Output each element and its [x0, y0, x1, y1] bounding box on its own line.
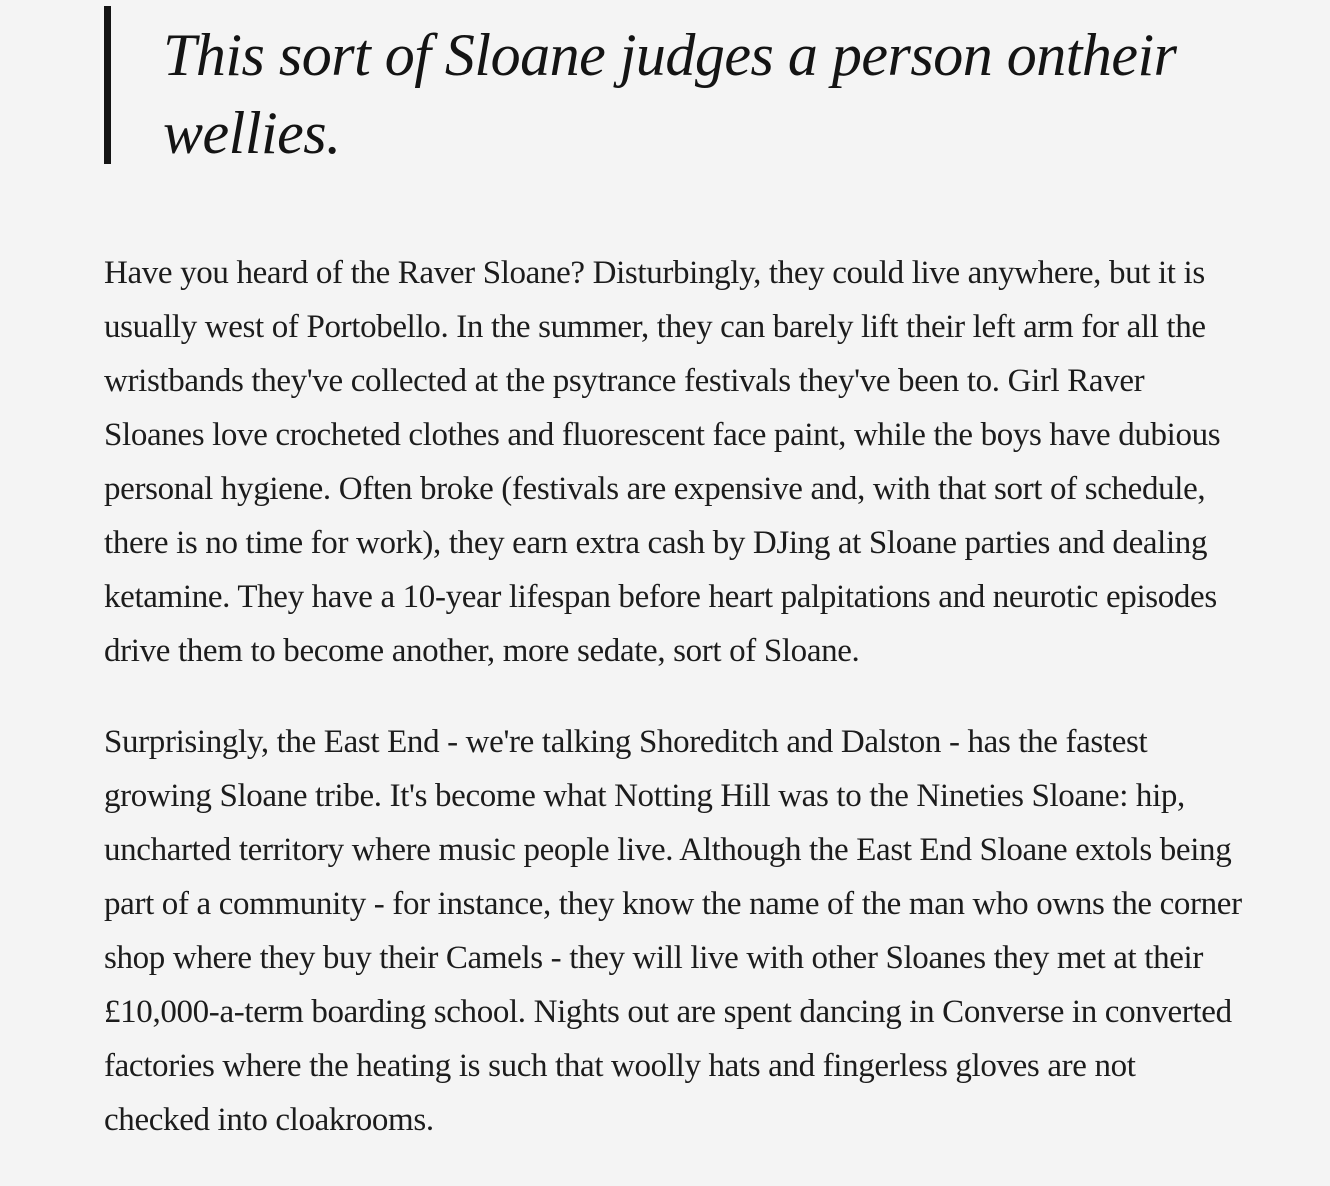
- paragraph-raver-sloane: Have you heard of the Raver Sloane? Disturbingly, they could live anywhere, but it is usually west of Portobello. In the summer, they can barely lift their left arm for all the wristbands they've collected at the psytrance festivals they've been to. Girl Raver Sloanes love crocheted clothes and fluorescent face paint, while the boys have dubious personal hygiene. Often broke (festivals are expensive and, with that sort of schedule, there is no time for work), they earn extra cash by DJing at Sloane parties and dealing ketamine. They have a 10-year lifespan before heart palpitations and neurotic episodes drive them to become another, more sedate, sort of Sloane.: [104, 255, 1221, 669]
- paragraph-east-end-sloane: Surprisingly, the East End - we're talking Shoreditch and Dalston - has the fastest growing Sloane tribe. It's become what Notting Hill was to the Nineties Sloane: hip, uncharted territory where music people live. Although the East End Sloane extols being part of a community - for instance, they know the name of the man who owns the corner shop where they buy their Camels - they will live with other Sloanes they met at their £10,000-a-term boarding school. Nights out are spent dancing in Converse in converted factories where the heating is such that woolly hats and fingerless gloves are not checked into cloakrooms.: [104, 724, 1242, 1138]
- pull-quote: [104, 6, 1204, 164]
- pull-quote-text: This sort of Sloane judges a person ontheir wellies.: [163, 22, 1177, 166]
